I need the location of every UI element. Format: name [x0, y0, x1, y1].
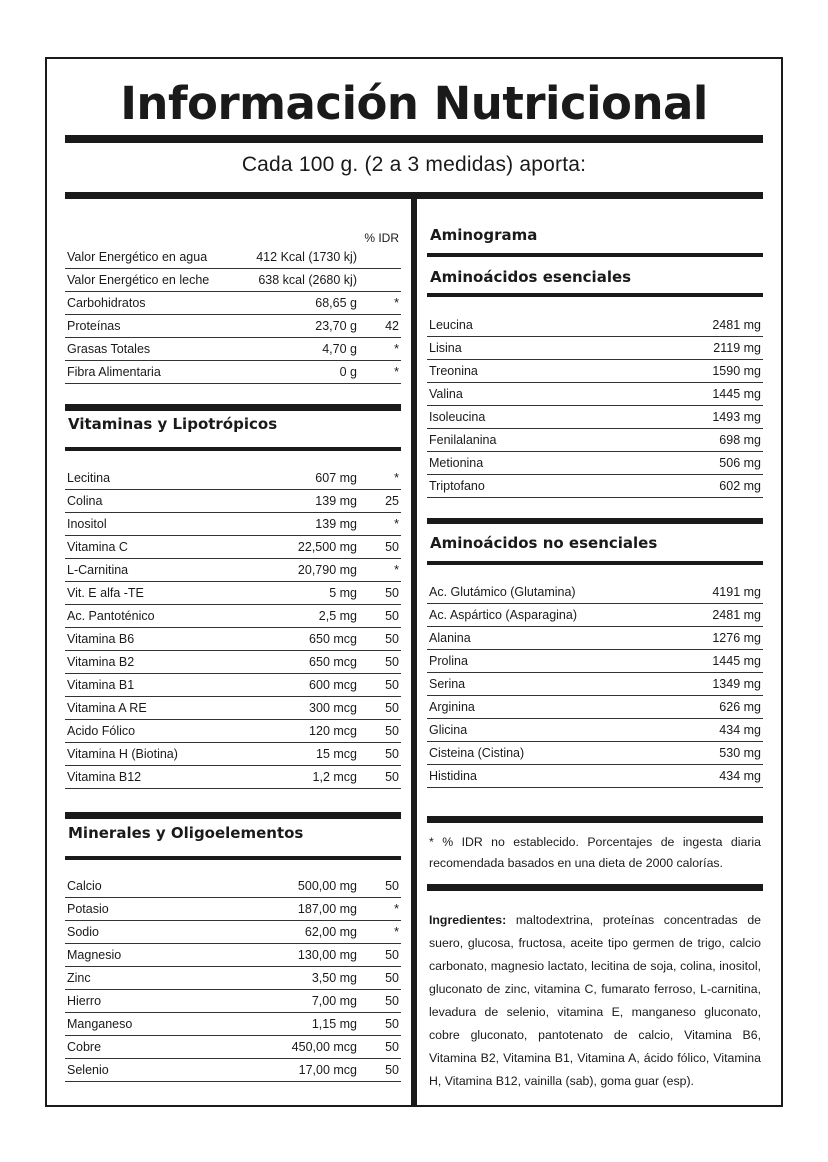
row-value: 4191 mg — [712, 585, 761, 599]
row-label: Lecitina — [67, 471, 111, 485]
table-row — [427, 719, 763, 742]
row-label: Inositol — [67, 517, 107, 531]
table-row — [65, 651, 401, 674]
table-row — [65, 315, 401, 338]
row-label: Cisteina (Cistina) — [429, 746, 525, 760]
row-value: 0 g — [339, 365, 357, 379]
row-value: 1,15 mg — [311, 1017, 357, 1031]
row-value: 530 mg — [719, 746, 761, 760]
table-row — [65, 990, 401, 1013]
table-row — [65, 467, 401, 490]
row-value: 607 mg — [315, 471, 357, 485]
row-idr: 50 — [385, 1040, 399, 1054]
row-idr: 50 — [385, 632, 399, 646]
row-idr: 50 — [385, 1017, 399, 1031]
row-value: 2481 mg — [712, 608, 761, 622]
row-label: Proteínas — [67, 319, 121, 333]
row-label: Magnesio — [67, 948, 122, 962]
row-label: Vitamina A RE — [67, 701, 147, 715]
table-row — [65, 628, 401, 651]
row-idr: * — [394, 365, 399, 379]
table-row — [65, 1013, 401, 1036]
idr-header: % IDR — [364, 231, 399, 245]
row-label: Prolina — [429, 654, 468, 668]
aminogram-rule — [427, 253, 763, 257]
row-value: 602 mg — [719, 479, 761, 493]
table-row — [65, 559, 401, 582]
nonessential-heading: Aminoácidos no esenciales — [430, 534, 658, 552]
table-row — [65, 674, 401, 697]
row-label: Serina — [429, 677, 466, 691]
table-row — [65, 720, 401, 743]
row-value: 434 mg — [719, 769, 761, 783]
row-label: Vitamina B1 — [67, 678, 135, 692]
table-row — [65, 875, 401, 898]
row-value: 139 mg — [315, 494, 357, 508]
row-idr: 50 — [385, 879, 399, 893]
ingredients-text: maltodextrina, proteínas concentradas de suero, glucosa, fructosa, aceite tipo germen de trigo, calcio carbonato, magnesio lactato, lecitina de soja, colina, inositol, gluconato de zinc, vitamina C, fumarato ferroso, L-carnitina, levadura de selenio, vitamina E, manganeso gluconato, cobre gluconato, pantotenato de calcio, Vitamina B6, Vitamina B2, Vitamina B1, Vitamina A, ácido fólico, Vitamina H, Vitamina B12, vainilla (sab), goma guar (esp). — [429, 913, 761, 1088]
table-row — [427, 673, 763, 696]
row-value: 650 mcg — [309, 632, 357, 646]
table-row — [65, 605, 401, 628]
column-divider — [411, 199, 417, 1107]
nonessential-rule — [427, 561, 763, 565]
row-label: Ac. Aspártico (Asparagina) — [429, 608, 577, 622]
table-row — [427, 406, 763, 429]
nonessential-top-rule — [427, 518, 763, 524]
row-idr: 50 — [385, 678, 399, 692]
row-label: Potasio — [67, 902, 109, 916]
row-idr: 50 — [385, 701, 399, 715]
row-idr: 50 — [385, 971, 399, 985]
serving-subtitle: Cada 100 g. (2 a 3 medidas) aporta: — [241, 153, 587, 176]
subtitle-rule — [65, 192, 763, 199]
table-row — [65, 361, 401, 384]
table-row — [65, 490, 401, 513]
row-idr: 50 — [385, 948, 399, 962]
table-row — [65, 921, 401, 944]
row-idr: 25 — [385, 494, 399, 508]
row-label: Cobre — [67, 1040, 102, 1054]
row-label: Vitamina B2 — [67, 655, 135, 669]
row-value: 3,50 mg — [311, 971, 357, 985]
right-column — [427, 199, 763, 1099]
row-label: Grasas Totales — [67, 342, 151, 356]
row-value: 600 mcg — [309, 678, 357, 692]
row-label: Vitamina B12 — [67, 770, 142, 784]
row-value: 23,70 g — [315, 319, 357, 333]
ingredients — [429, 909, 761, 1093]
row-value: 7,00 mg — [311, 994, 357, 1008]
row-value: 434 mg — [719, 723, 761, 737]
row-label: Arginina — [429, 700, 475, 714]
row-idr: 50 — [385, 586, 399, 600]
row-label: Glicina — [429, 723, 468, 737]
row-idr: 42 — [385, 319, 399, 333]
table-row — [427, 627, 763, 650]
table-row — [65, 898, 401, 921]
row-value: 500,00 mg — [297, 879, 357, 893]
table-row — [427, 429, 763, 452]
row-value: 300 mcg — [309, 701, 357, 715]
nutrition-panel — [45, 57, 783, 1107]
vitamins-heading-rule — [65, 447, 401, 451]
row-label: Selenio — [67, 1063, 109, 1077]
table-row — [65, 967, 401, 990]
row-value: 412 Kcal (1730 kj) — [256, 250, 357, 264]
table-row — [427, 765, 763, 788]
ingredients-label: Ingredientes: — [429, 913, 507, 927]
row-value: 2481 mg — [712, 318, 761, 332]
table-row — [65, 269, 401, 292]
row-value: 1349 mg — [712, 677, 761, 691]
table-row — [427, 337, 763, 360]
row-value: 139 mg — [315, 517, 357, 531]
row-label: Valor Energético en agua — [67, 250, 208, 264]
table-row — [65, 1036, 401, 1059]
footnote-top-rule — [427, 816, 763, 823]
table-row — [427, 604, 763, 627]
row-label: Sodio — [67, 925, 99, 939]
row-value: 2,5 mg — [318, 609, 357, 623]
row-label: Valina — [429, 387, 463, 401]
row-label: Alanina — [429, 631, 471, 645]
footnote: * % IDR no establecido. Porcentajes de ingesta diaria recomendada basados en una dieta de 2000 calorías. — [429, 835, 761, 870]
row-idr: * — [394, 563, 399, 577]
row-label: Vitamina B6 — [67, 632, 135, 646]
table-row — [427, 452, 763, 475]
row-value: 506 mg — [719, 456, 761, 470]
table-row — [427, 696, 763, 719]
row-value: 2119 mg — [713, 341, 761, 355]
row-idr: * — [394, 471, 399, 485]
row-idr: * — [394, 296, 399, 310]
aminogram-heading: Aminograma — [430, 226, 538, 244]
table-row — [65, 1059, 401, 1082]
row-value: 1493 mg — [712, 410, 761, 424]
row-value: 68,65 g — [315, 296, 357, 310]
essential-heading: Aminoácidos esenciales — [430, 268, 632, 286]
table-row — [427, 650, 763, 673]
row-label: Carbohidratos — [67, 296, 146, 310]
row-idr: * — [394, 342, 399, 356]
row-label: Metionina — [429, 456, 484, 470]
row-value: 17,00 mcg — [298, 1063, 357, 1077]
table-row — [427, 314, 763, 337]
table-row — [65, 338, 401, 361]
table-row — [65, 766, 401, 789]
row-value: 130,00 mg — [297, 948, 357, 962]
row-value: 5 mg — [329, 586, 357, 600]
row-value: 626 mg — [719, 700, 761, 714]
row-idr: 50 — [385, 609, 399, 623]
row-label: Manganeso — [67, 1017, 133, 1031]
row-idr: 50 — [385, 655, 399, 669]
row-label: Zinc — [67, 971, 91, 985]
left-column — [65, 199, 401, 1099]
vitamins-heading: Vitaminas y Lipotrópicos — [68, 415, 278, 433]
row-value: 638 kcal (2680 kj) — [258, 273, 357, 287]
row-idr: * — [394, 902, 399, 916]
row-idr: 50 — [385, 724, 399, 738]
row-idr: 50 — [385, 1063, 399, 1077]
row-value: 120 mcg — [309, 724, 357, 738]
row-idr: 50 — [385, 994, 399, 1008]
table-row — [65, 944, 401, 967]
row-label: Ac. Glutámico (Glutamina) — [429, 585, 576, 599]
row-value: 1590 mg — [712, 364, 761, 378]
row-value: 1,2 mcg — [312, 770, 357, 784]
row-value: 698 mg — [719, 433, 761, 447]
vitamins-rule — [65, 404, 401, 411]
row-label: L-Carnitina — [67, 563, 129, 577]
table-row — [427, 383, 763, 406]
row-idr: 50 — [385, 747, 399, 761]
row-value: 187,00 mg — [297, 902, 357, 916]
row-label: Ac. Pantoténico — [67, 609, 155, 623]
row-label: Isoleucina — [429, 410, 486, 424]
row-idr: * — [394, 925, 399, 939]
row-label: Hierro — [67, 994, 102, 1008]
row-value: 22,500 mg — [297, 540, 357, 554]
table-row — [65, 743, 401, 766]
table-row — [427, 742, 763, 765]
row-label: Fibra Alimentaria — [67, 365, 161, 379]
row-value: 450,00 mcg — [291, 1040, 357, 1054]
row-label: Valor Energético en leche — [67, 273, 210, 287]
row-value: 15 mcg — [316, 747, 357, 761]
minerals-heading-rule — [65, 856, 401, 860]
row-value: 1445 mg — [712, 654, 761, 668]
row-idr: 50 — [385, 540, 399, 554]
table-row — [65, 246, 401, 269]
row-idr: 50 — [385, 770, 399, 784]
table-row — [65, 697, 401, 720]
row-value: 1276 mg — [712, 631, 761, 645]
row-value: 4,70 g — [322, 342, 357, 356]
row-value: 650 mcg — [309, 655, 357, 669]
table-row — [65, 582, 401, 605]
essential-rule — [427, 293, 763, 297]
table-row — [427, 581, 763, 604]
row-value: 20,790 mg — [297, 563, 357, 577]
row-label: Histidina — [429, 769, 477, 783]
page-title: Información Nutricional — [120, 77, 708, 130]
row-label: Treonina — [429, 364, 478, 378]
row-label: Fenilalanina — [429, 433, 497, 447]
row-label: Acido Fólico — [67, 724, 136, 738]
row-label: Triptofano — [429, 479, 485, 493]
table-row — [427, 360, 763, 383]
row-label: Colina — [67, 494, 103, 508]
table-row — [65, 292, 401, 315]
row-label: Vit. E alfa -TE — [67, 586, 144, 600]
row-value: 1445 mg — [712, 387, 761, 401]
minerals-heading: Minerales y Oligoelementos — [68, 824, 304, 842]
minerals-rule — [65, 812, 401, 819]
row-label: Vitamina H (Biotina) — [67, 747, 178, 761]
title-rule — [65, 135, 763, 143]
row-value: 62,00 mg — [304, 925, 357, 939]
ingredients-top-rule — [427, 884, 763, 891]
row-label: Lisina — [429, 341, 462, 355]
row-idr: * — [394, 517, 399, 531]
table-row — [427, 475, 763, 498]
table-row — [65, 513, 401, 536]
row-label: Vitamina C — [67, 540, 128, 554]
row-label: Leucina — [429, 318, 473, 332]
table-row — [65, 536, 401, 559]
row-label: Calcio — [67, 879, 102, 893]
